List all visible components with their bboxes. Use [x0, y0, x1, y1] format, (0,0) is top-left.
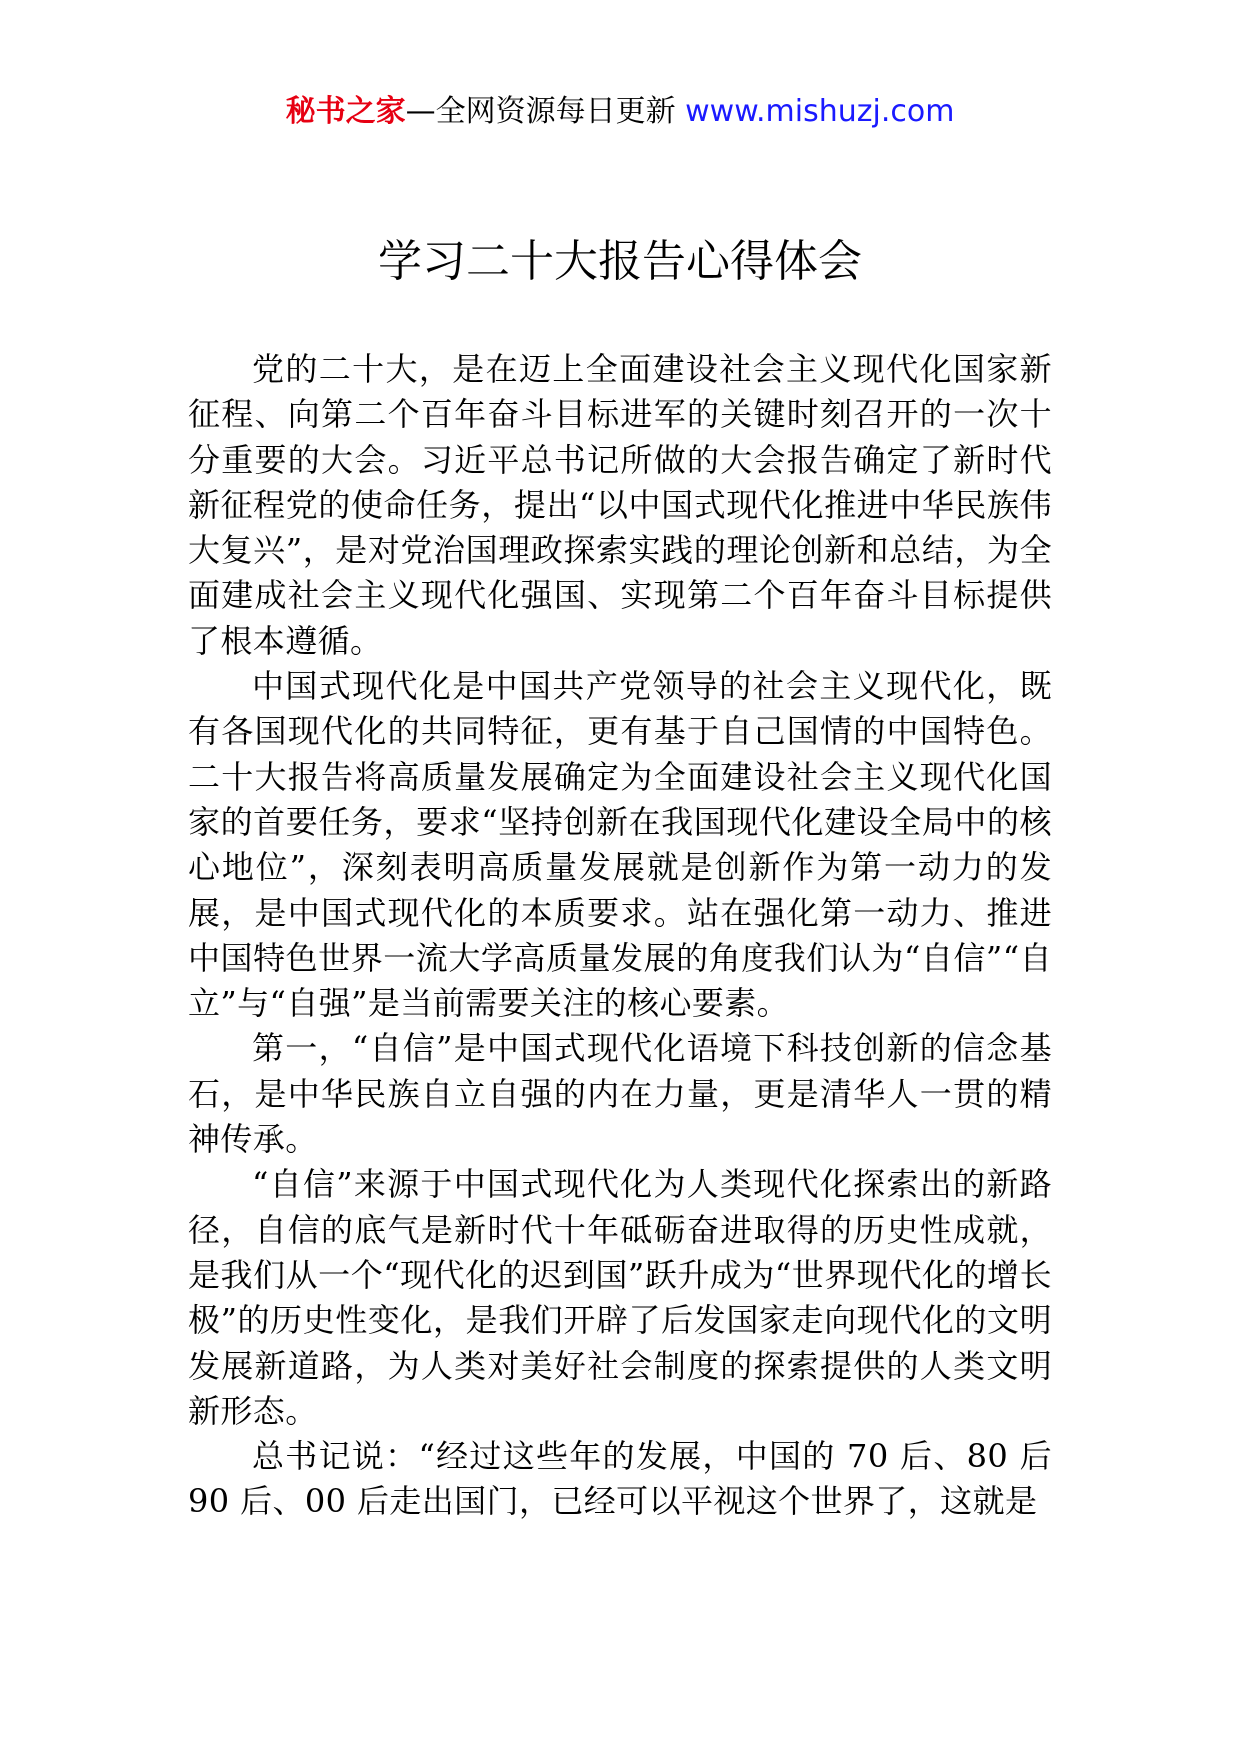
paragraph: 中国式现代化是中国共产党领导的社会主义现代化，既有各国现代化的共同特征，更有基于自己国情的中国特色。二十大报告将高质量发展确定为全面建设社会主义现代化国家的首要任务，要求“坚持创新在我国现代化建设全局中的核心地位”，深刻表明高质量发展就是创新作为第一动力的发展，是中国式现代化的本质要求。站在强化第一动力、推进中国特色世界一流大学高质量发展的角度我们认为“自信”“自立”与“自强”是当前需要关注的核心要素。	[188, 667, 1052, 1023]
site-url-link[interactable]: www.mishuzj.com	[685, 94, 955, 129]
site-tagline: —全网资源每日更新	[405, 94, 686, 129]
paragraph: 第一，“自信”是中国式现代化语境下科技创新的信念基石，是中华民族自立自强的内在力量，更是清华人一贯的精神传承。	[188, 1029, 1052, 1159]
paragraph: “自信”来源于中国式现代化为人类现代化探索出的新路径，自信的底气是新时代十年砥砺奋进取得的历史性成就，是我们从一个“现代化的迟到国”跃升成为“世界现代化的增长极”的历史性变化，是我们开辟了后发国家走向现代化的文明发展新道路，为人类对美好社会制度的探索提供的人类文明新形态。	[188, 1165, 1052, 1430]
document-title: 学习二十大报告心得体会	[378, 236, 862, 287]
paragraph: 党的二十大，是在迈上全面建设社会主义现代化国家新征程、向第二个百年奋斗目标进军的关键时刻召开的一次十分重要的大会。习近平总书记所做的大会报告确定了新时代新征程党的使命任务，提出“以中国式现代化推进中华民族伟大复兴”，是对党治国理政探索实践的理论创新和总结，为全面建成社会主义现代化强国、实现第二个百年奋斗目标提供了根本遵循。	[188, 350, 1052, 660]
site-brand: 秘书之家	[285, 94, 406, 129]
site-header	[0, 92, 1240, 132]
paragraph: 总书记说：“经过这些年的发展，中国的 70 后、80 后 90 后、00 后走出国门，已经可以平视这个世界了，这就是	[188, 1437, 1052, 1521]
document-body	[188, 347, 1052, 1525]
